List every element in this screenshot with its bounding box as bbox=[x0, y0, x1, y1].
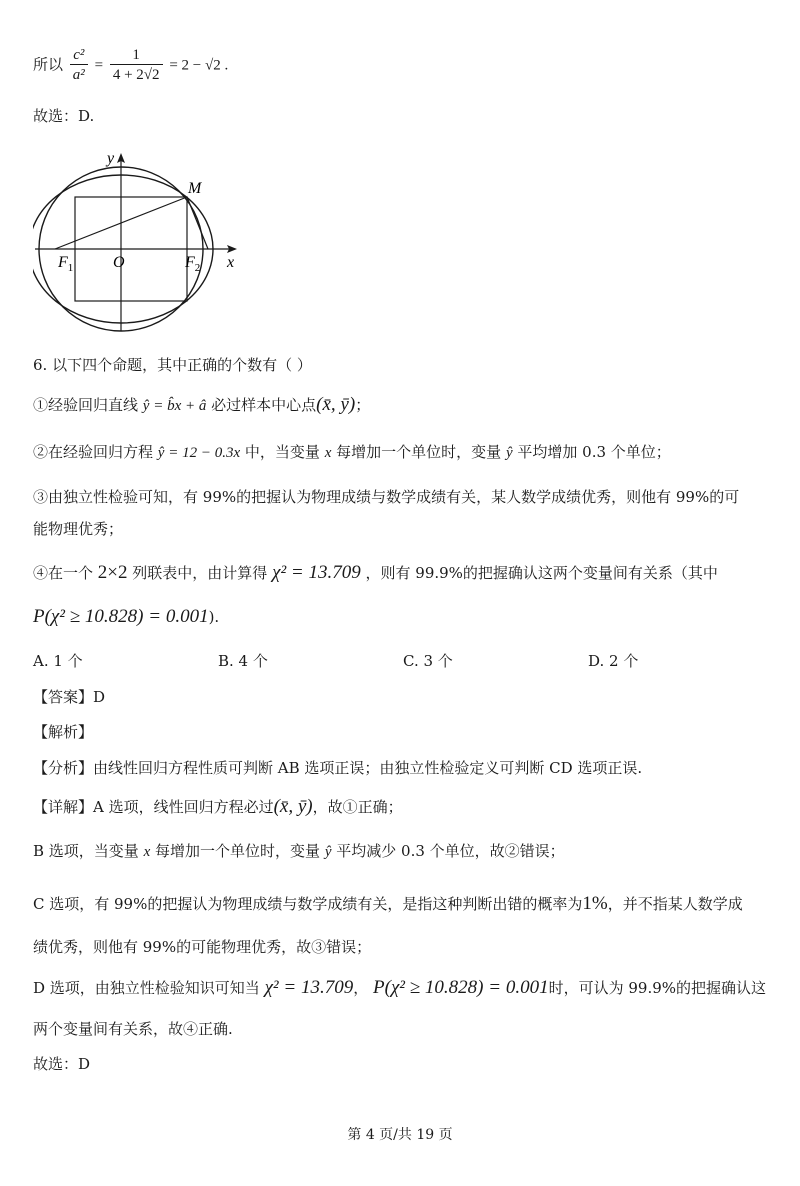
detail-c-percent: 1% bbox=[582, 893, 608, 914]
s2-text-c: 每增加一个单位时，变量 bbox=[336, 443, 502, 461]
option-c[interactable]: C. 3 个 bbox=[403, 652, 453, 670]
s4-text-b: 列联表中，由计算得 bbox=[132, 564, 268, 582]
detail-b-text-b: 每增加一个单位时，变量 bbox=[155, 842, 321, 860]
detail-b-text-c: 平均减少 0.3 个单位，故②错误； bbox=[336, 842, 565, 860]
detail-d-text-c: 时，可认为 99.9%的把握确认这 bbox=[548, 979, 767, 997]
statement-4-line-1 bbox=[33, 562, 718, 584]
detail-c-text-a: C 选项，有 99%的把握认为物理成绩与数学成绩有关，是指这种判断出错的概率为 bbox=[33, 895, 583, 913]
label-F1: $F_1$ bbox=[58, 254, 74, 274]
page-footer: 第 4 页/共 19 页 bbox=[347, 1127, 453, 1143]
statement-3-line-1: ③由独立性检验可知，有 99%的把握认为物理成绩与数学成绩有关，某人数学成绩优秀，则他有 99%的可 bbox=[33, 488, 740, 506]
s1-text-a: ①经验回归直线 bbox=[33, 396, 139, 414]
label-F2: $F_2$ bbox=[185, 254, 201, 274]
detail-d-chi-square: χ² = 13.709 bbox=[264, 977, 354, 998]
detail-b-text-a: B 选项，当变量 bbox=[33, 842, 139, 860]
frac2-num: 1 bbox=[110, 46, 163, 65]
detail-d-line-2: 两个变量间有关系，故④正确. bbox=[33, 1020, 233, 1038]
statement-1 bbox=[33, 394, 370, 417]
s1-text-b: 必过样本中心点 bbox=[211, 396, 317, 414]
detail-b-var-x: x bbox=[143, 844, 151, 860]
prev-result-line: 所以 $\frac{\text{c²}}{\text{a²}}$ = $\frac{1}{4 + 2√2}$ = 2 − √2 . bbox=[33, 47, 229, 83]
option-b[interactable]: B. 4 个 bbox=[218, 652, 268, 670]
detail-d-text-b: ， bbox=[353, 979, 369, 997]
s4-probability: P(χ² ≥ 10.828) = 0.001 bbox=[33, 606, 209, 627]
analysis-header: 【解析】 bbox=[33, 723, 94, 741]
question-title: 6. 以下四个命题，其中正确的个数有（ ） bbox=[33, 356, 312, 374]
detail-b-var-y: ŷ bbox=[324, 844, 332, 860]
detail-c-line-2: 绩优秀，则他有 99%的可能物理优秀，故③错误； bbox=[33, 938, 372, 956]
prev-choice-line: 故选：D. bbox=[33, 107, 95, 125]
segment-m-right bbox=[187, 197, 208, 249]
s1-text-c: ； bbox=[355, 396, 371, 414]
detail-c-text-b: ，并不指某人数学成 bbox=[607, 895, 743, 913]
s4-text-c: ，则有 99.9%的把握确认这两个变量间有关系（其中 bbox=[365, 564, 718, 582]
detail-b bbox=[33, 840, 565, 863]
answer-label: 【答案】D bbox=[33, 688, 106, 706]
s4-text-a: ④在一个 bbox=[33, 564, 94, 582]
detail-d-probability: P(χ² ≥ 10.828) = 0.001 bbox=[373, 977, 549, 998]
detail-a-text: 【详解】A 选项，线性回归方程必过 bbox=[33, 798, 274, 816]
detail-d-line-1 bbox=[33, 977, 766, 999]
s2-text-a: ②在经验回归方程 bbox=[33, 443, 154, 461]
statement-4-line-2 bbox=[33, 606, 219, 628]
detail-c-line-1 bbox=[33, 893, 743, 915]
frac1-den: a² bbox=[72, 67, 85, 83]
s2-var-x: x bbox=[324, 445, 332, 461]
s4-chi-square: χ² = 13.709 bbox=[272, 562, 361, 583]
label-M: M bbox=[188, 180, 202, 197]
statement-3-line-2: 能物理优秀； bbox=[33, 520, 124, 538]
s1-equation: ŷ = b̂x + â bbox=[142, 398, 207, 414]
fraction-one-over bbox=[110, 46, 163, 85]
prev-result: = 2 − √2 . bbox=[169, 57, 229, 74]
detail-a-text-b: ，故①正确； bbox=[312, 798, 403, 816]
final-choice: 故选：D bbox=[33, 1055, 91, 1073]
frac1-num: c² bbox=[70, 46, 88, 65]
s2-text-b: 中，当变量 bbox=[244, 443, 320, 461]
label-x: x bbox=[227, 254, 235, 271]
analysis-summary: 【分析】由线性回归方程性质可判断 AB 选项正误；由独立性检验定义可判断 CD 选项正误. bbox=[33, 759, 643, 777]
prev-prefix: 所以 bbox=[33, 55, 64, 74]
detail-a-point: (x̄, ȳ) bbox=[273, 796, 313, 817]
detail-a bbox=[33, 796, 403, 818]
label-y: y bbox=[107, 150, 115, 167]
option-d[interactable]: D. 2 个 bbox=[588, 652, 639, 670]
fraction-c2-a2 bbox=[70, 46, 88, 85]
label-O: O bbox=[113, 254, 125, 271]
option-a[interactable]: A. 1 个 bbox=[33, 652, 83, 670]
s4-text-d: ). bbox=[208, 608, 220, 626]
detail-d-text-a: D 选项，由独立性检验知识可知当 bbox=[33, 979, 260, 997]
s2-text-d: 平均增加 0.3 个单位； bbox=[517, 443, 671, 461]
frac2-den: 4 + 2√2 bbox=[112, 67, 160, 83]
s1-center-point: (x̄, ȳ) bbox=[316, 394, 356, 415]
s4-table-size: 2×2 bbox=[97, 562, 128, 583]
s2-equation: ŷ = 12 − 0.3x bbox=[157, 445, 241, 461]
statement-2 bbox=[33, 441, 671, 464]
ellipse-circle-figure bbox=[33, 145, 243, 335]
s2-var-y: ŷ bbox=[505, 445, 513, 461]
